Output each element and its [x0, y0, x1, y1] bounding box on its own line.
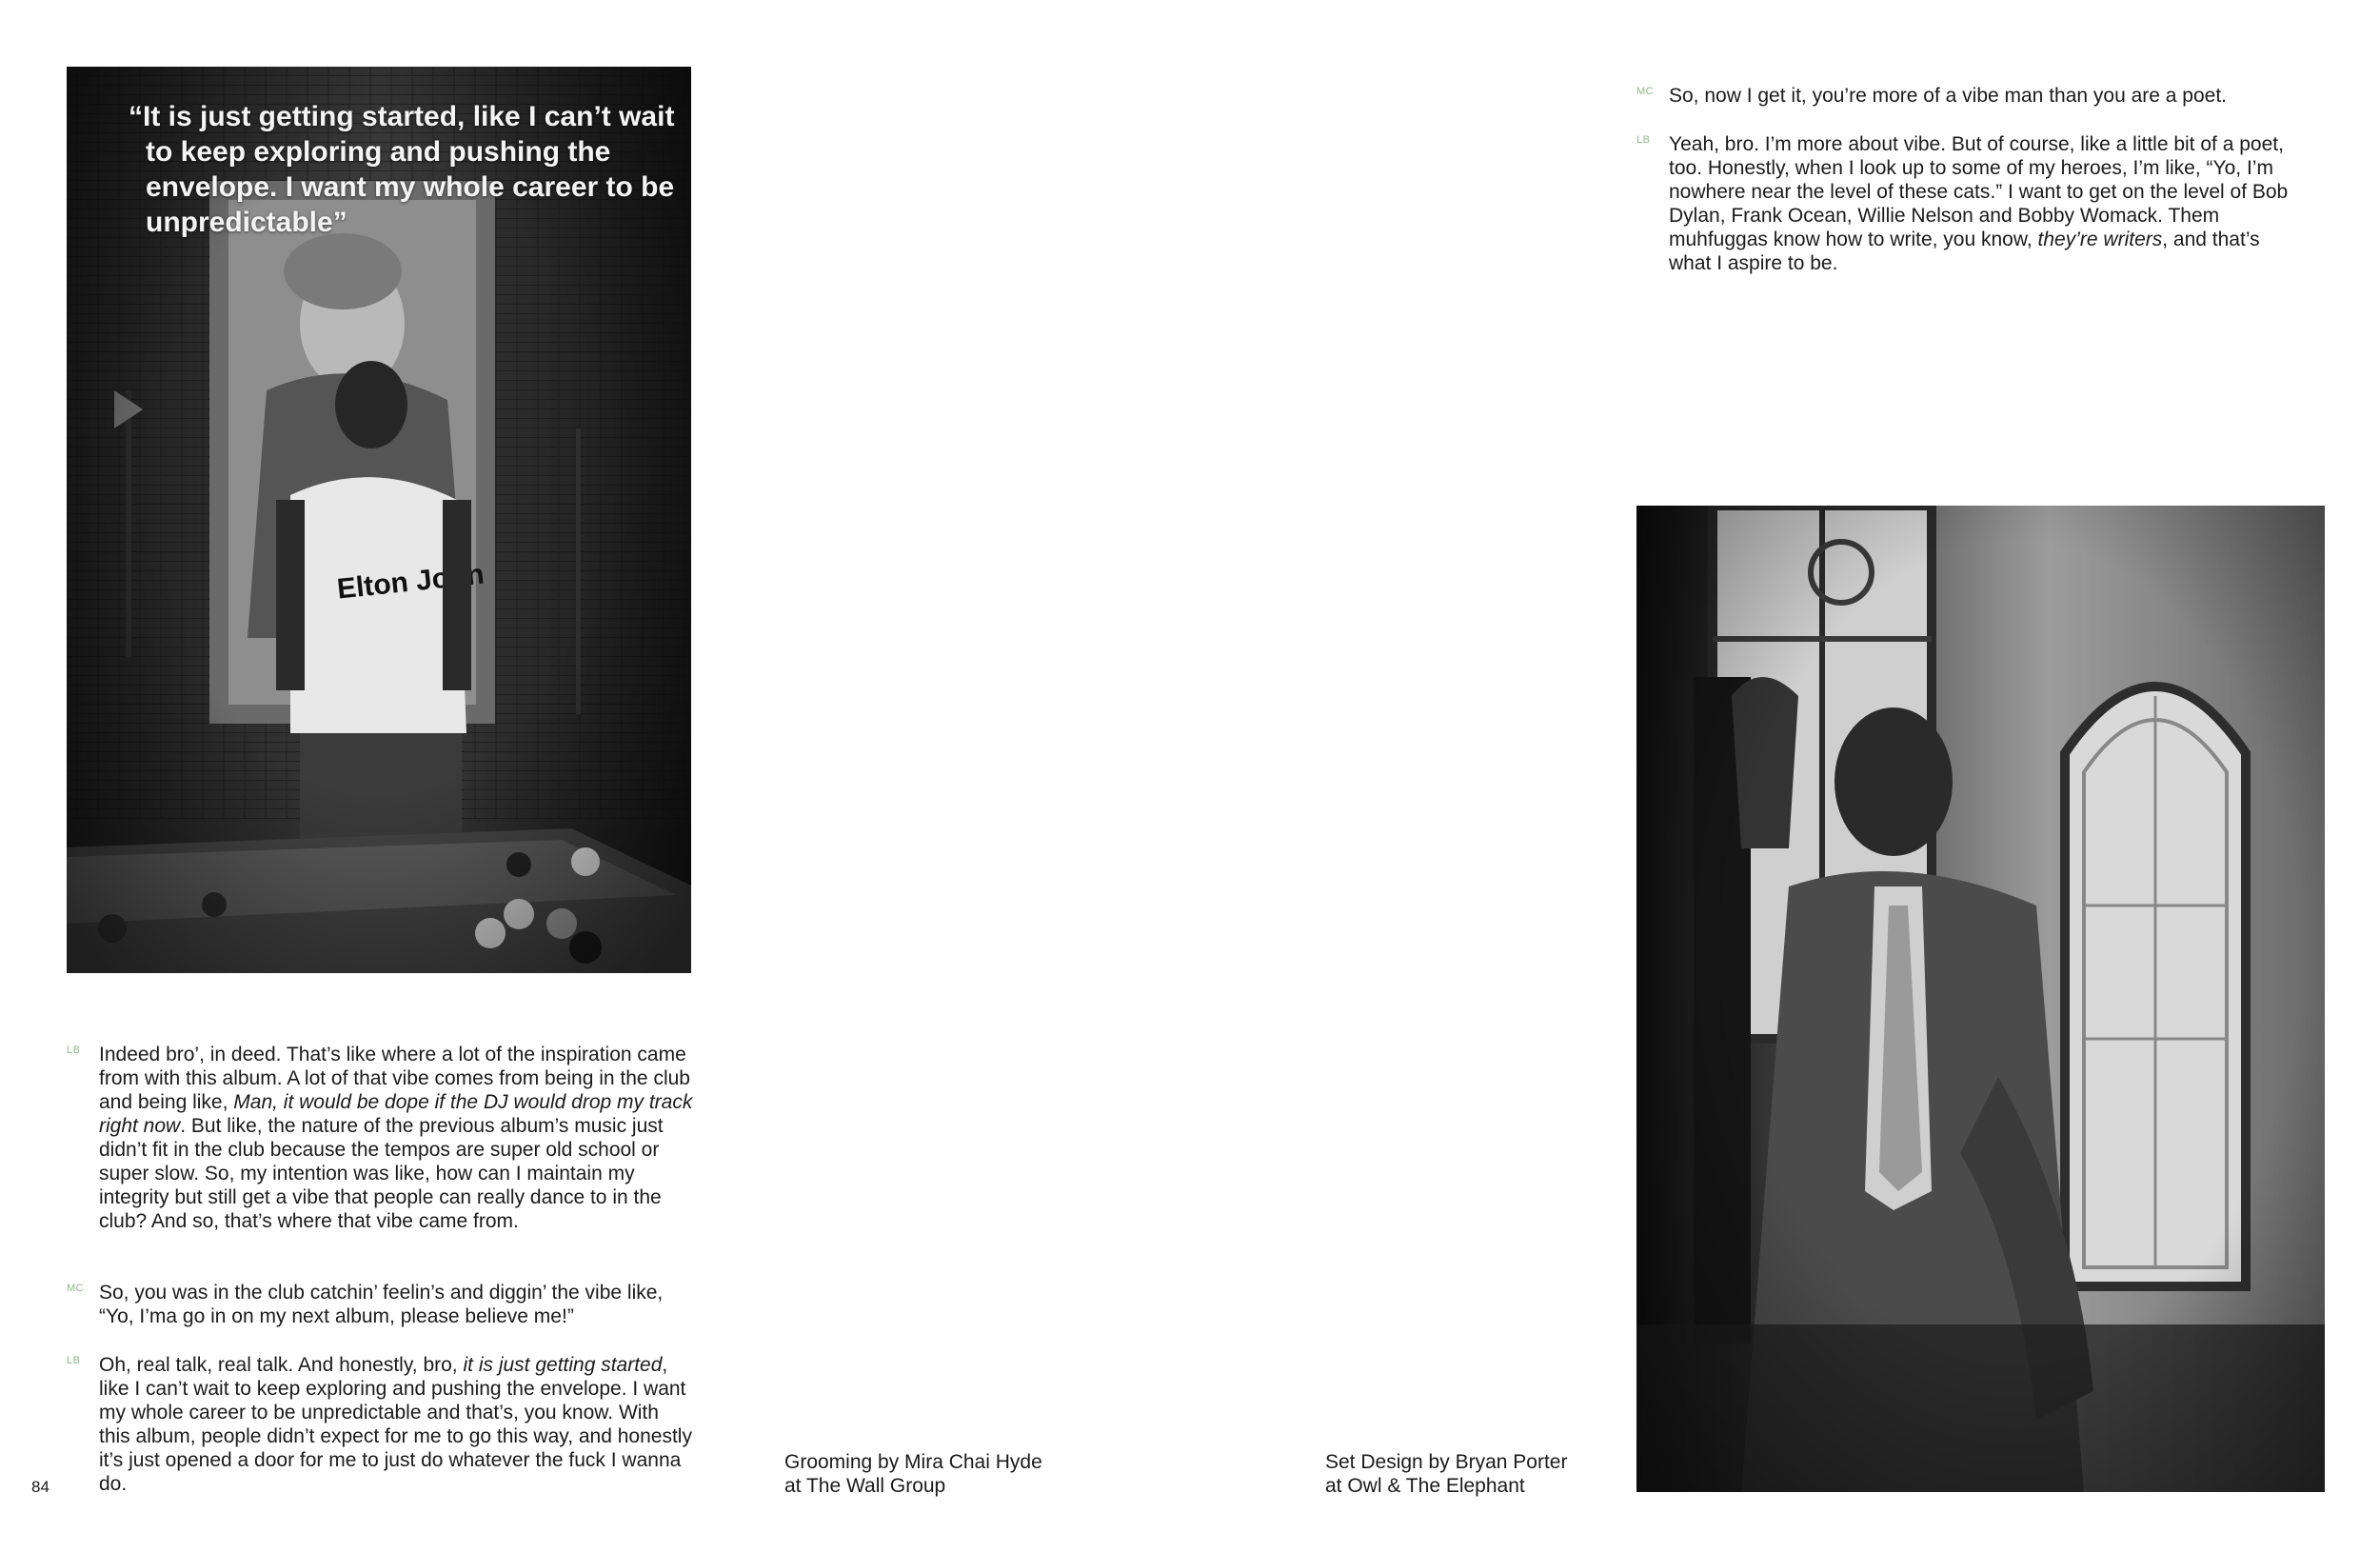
qa-block-left-3	[67, 1353, 695, 1496]
page-number: 84	[31, 1478, 50, 1496]
credit-line: at The Wall Group	[784, 1475, 946, 1497]
credit-grooming	[784, 1450, 1042, 1498]
answer-text	[1669, 132, 2303, 275]
text-run: , and that’s what I aspire to be.	[1669, 229, 2260, 274]
credit-line: Grooming by Mira Chai Hyde	[784, 1451, 1042, 1473]
credit-line: Set Design by Bryan Porter	[1325, 1451, 1568, 1473]
text-run: . But like, the nature of the previous album’s music just didn’t fit in the club because the tempos are super old school or super slow. So, my intention was like, how can I maintain my integrity but still get a vibe that people can really dance to in the club? And so, that’s where that vibe came from.	[99, 1115, 664, 1232]
qa-block-left-2	[67, 1281, 695, 1328]
question-text	[99, 1281, 695, 1328]
italic-run: they’re writers	[2037, 229, 2163, 250]
speaker-tag: LB	[1636, 134, 1651, 146]
answer-text	[99, 1043, 695, 1233]
text-run: Indeed bro’, in deed. That’s like where a lot of the inspiration came from with this album. A lot of that vibe comes from being in the club and being like,	[99, 1044, 690, 1113]
text-run: , like I can’t wait to keep exploring and pushing the envelope. I want my whole career to be unpredictable and that’s, you know. With this album, people didn’t expect for me to go this way, and honestly it’s just opened a door for me to just do whatever the fuck I wanna do.	[99, 1354, 692, 1495]
question-text	[1669, 84, 2303, 108]
qa-block-right-2	[1636, 132, 2303, 275]
speaker-tag: LB	[67, 1045, 81, 1056]
pull-quote: “It is just getting started, like I can’t wait to keep exploring and pushing the envelope. I want my whole career to be unpredictable”	[129, 101, 675, 238]
text-run: Oh, real talk, real talk. And honestly, bro,	[99, 1354, 464, 1376]
text-run: So, you was in the club catchin’ feelin’s and diggin’ the vibe like, “Yo, I’ma go in on my next album, please believe me!”	[99, 1282, 664, 1327]
speaker-tag: MC	[67, 1283, 85, 1294]
right-photo	[1636, 506, 2325, 1492]
credit-line: at Owl & The Elephant	[1325, 1475, 1525, 1497]
speaker-tag: LB	[67, 1355, 81, 1366]
answer-text	[99, 1353, 695, 1496]
italic-run: it is just getting started	[463, 1354, 663, 1376]
text-run: Yeah, bro. I’m more about vibe. But of course, like a little bit of a poet, too. Honestly, when I look up to some of my heroes, I’m like, “Yo, I’m nowhere near the level of these cats.” I want to get on the level of Bob Dylan, Frank Ocean, Willie Nelson and Bobby Womack. Them muhfuggas know how to write, you know,	[1669, 133, 2289, 250]
right-photo-image	[1636, 506, 2325, 1492]
text-run: So, now I get it, you’re more of a vibe man than you are a poet.	[1669, 85, 2228, 107]
qa-block-left-1	[67, 1043, 695, 1233]
qa-block-right-1	[1636, 84, 2303, 108]
italic-run: Man, it would be dope if the DJ would drop my track right now	[99, 1091, 693, 1137]
speaker-tag: MC	[1636, 86, 1655, 97]
credit-set-design	[1325, 1450, 1567, 1498]
